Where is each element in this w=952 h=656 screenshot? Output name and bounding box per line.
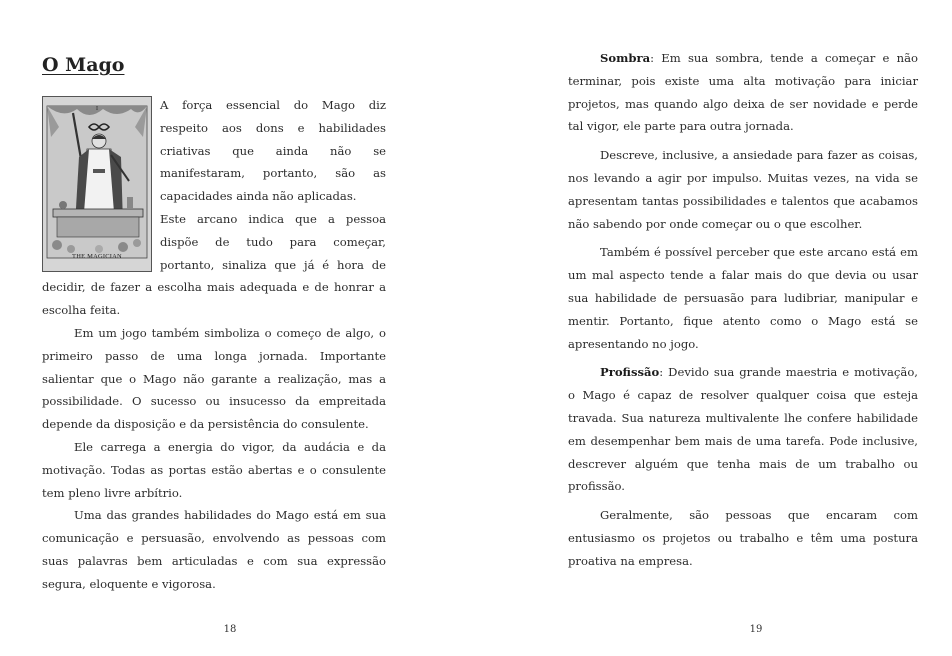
- paragraph-2: Este arcano indica que a pessoa dispõe de tudo para começar, portanto, sinaliza que já é hora de decidir, de fazer a escolha mais adequada e de honrar a escolha feita.: [42, 211, 386, 318]
- card-caption: THE MAGICIAN: [72, 253, 122, 261]
- sombra-text: : Em sua sombra, tende a começar e não terminar, pois existe uma alta motivação para iniciar projetos, mas quando algo deixa de ser novidade e perde tal vigor, ele parte para outra jornada.: [568, 51, 918, 134]
- magician-figure-icon: [43, 97, 151, 271]
- right-page-body: [568, 47, 918, 579]
- right-paragraph-2: Descreve, inclusive, a ansiedade para fazer as coisas, nos levando a agir por impulso. Muitas vezes, na vida se apresentam tantas possibilidades e talentos que acabamos não sabendo por onde começar ou o que escolher.: [568, 148, 918, 231]
- magician-tarot-card-image: [42, 96, 152, 272]
- left-page-body: [42, 94, 386, 596]
- chapter-title: O Mago: [42, 54, 125, 76]
- profissao-paragraph: [568, 361, 918, 498]
- intro-paragraph: A força essencial do Mago diz respeito aos dons e habilidades criativas que ainda não se manifestaram, portanto, são as capacidades ainda não aplicadas.: [160, 98, 386, 204]
- sombra-label: Sombra: [600, 51, 651, 65]
- sombra-paragraph: [568, 47, 918, 138]
- paragraph-5: Uma das grandes habilidades do Mago está em sua comunicação e persuasão, envolvendo as pessoas com suas palavras bem articuladas e com sua expressão segura, eloquente e vigorosa.: [42, 508, 386, 591]
- paragraph-3: Em um jogo também simboliza o começo de algo, o primeiro passo de uma longa jornada. Importante salientar que o Mago não garante a realização, mas a possibilidade. O sucesso ou insucesso da empreitada depende da disposição e da persistência do consulente.: [42, 325, 386, 432]
- right-paragraph-5: Geralmente, são pessoas que encaram com entusiasmo os projetos ou trabalho e têm uma postura proativa na empresa.: [568, 508, 918, 568]
- right-page: [476, 0, 952, 656]
- profissao-label: Profissão: [600, 365, 660, 380]
- page-number-right: 19: [749, 624, 763, 635]
- card-number: I: [96, 106, 98, 112]
- page-number-left: 18: [223, 624, 237, 635]
- paragraph-4: Ele carrega a energia do vigor, da audácia e da motivação. Todas as portas estão abertas e o consulente tem pleno livre arbítrio.: [42, 439, 386, 500]
- right-paragraph-3: Também é possível perceber que este arcano está em um mal aspecto tende a falar mais do que devia ou usar sua habilidade de persuasão para ludibriar, manipular e mentir. Portanto, fique atento como o Mago está se apresentando no jogo.: [568, 245, 918, 351]
- profissao-text: : Devido sua grande maestria e motivação, o Mago é capaz de resolver qualquer coisa que esteja travada. Sua natureza multivalente lhe confere habilidade em desempenhar bem mais de uma tarefa. Pode inclusive, descrever alguém que tenha mais de um trabalho ou profissão.: [568, 365, 918, 494]
